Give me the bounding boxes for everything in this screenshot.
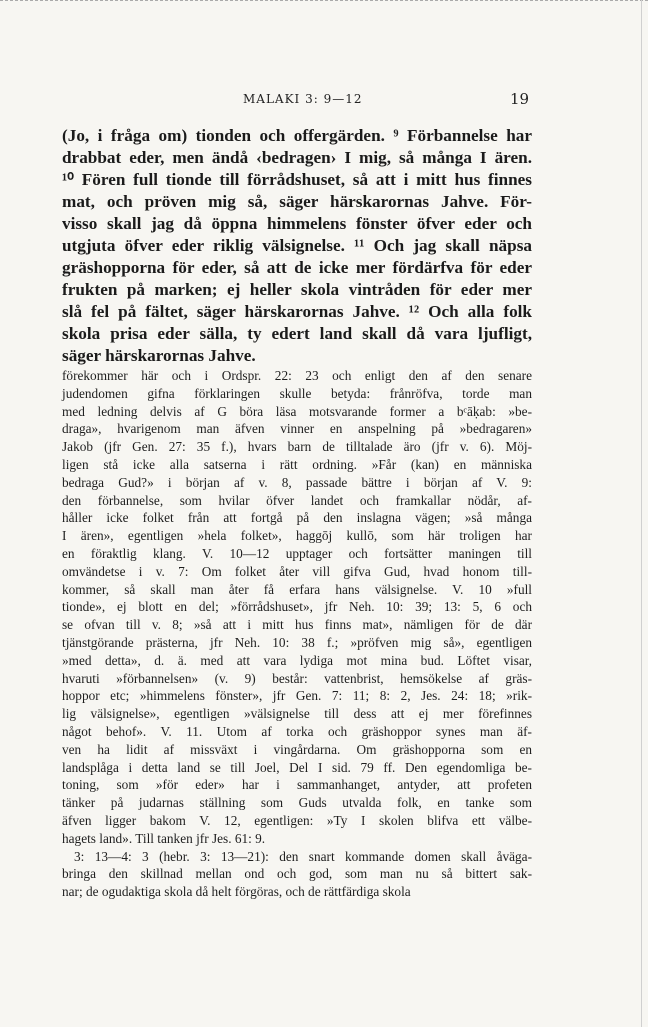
commentary-line: något behof». V. 11. Utom af torka och gräshoppor synes man äf-: [62, 723, 532, 739]
commentary-line: »med detta», d. ä. med att vara lydiga mot mina bud. Löftet visar,: [62, 652, 532, 668]
main-text-line: gräshopporna för eder, så att de icke mer fördärfva för eder: [62, 258, 532, 277]
main-text-line: utgjuta öfver eder riklig välsignelse. ¹¹ Och jag skall näpsa: [62, 236, 532, 255]
commentary-line: 3: 13—4: 3 (hebr. 3: 13—21): den snart kommande domen skall åväga-: [74, 848, 532, 864]
commentary-line: tionde», ej blott en del; »förrådshuset», jfr Neh. 10: 39; 13: 5, 6 och: [62, 599, 532, 615]
commentary-line: hoppor etc; »himmelens fönster», jfr Gen. 7: 11; 8: 2, Jes. 24: 18; »rik-: [62, 688, 532, 704]
commentary-line: en föraktlig klang. V. 10—12 upptager och fortsätter maningen till: [62, 545, 532, 561]
commentary-line: bringa den skillnad mellan ond och god, som man nu så bittert sak-: [62, 866, 532, 882]
commentary-line: bedraga Gud?» i början af v. 8, passade bättre i början af V. 9:: [62, 474, 532, 490]
main-text-line: ¹⁰ Fören full tionde till förrådshuset, så att i mitt hus finnes: [62, 170, 532, 189]
commentary-line: landsplåga i detta land se till Joel, Del I sid. 79 ff. Den egendomliga be-: [62, 759, 532, 775]
commentary-line: judendomen gifna förklaringen skulle betyda: frånröfva, torde man: [62, 385, 532, 401]
commentary-line: tänker på judarnas ställning som Guds utvalda folk, en tanke som: [62, 795, 532, 811]
commentary-line: hagets land». Till tanken jfr Jes. 61: 9.: [62, 830, 266, 846]
commentary-line: kommer, så skall man åter få erfara hans välsignelse. V. 10 »full: [62, 581, 532, 597]
main-text-block: [62, 125, 532, 367]
commentary-line: äfven ligger bakom V. 12, egentligen: »Ty I skolen blifva ett välbe-: [62, 812, 532, 828]
top-edge-rule: [0, 0, 648, 3]
commentary-line: nar; de ogudaktiga skola då helt förgöras, och de rättfärdiga skola: [62, 884, 411, 900]
main-text-line: slå fel på fältet, säger härskarornas Jahve. ¹² Och alla folk: [62, 302, 532, 321]
commentary-line: se ofvan till v. 8; »så att i mitt hus finns mat», nämligen för de där: [62, 617, 532, 633]
commentary-line: den förbannelse, som hvilar öfver landet och framkallar nödår, af-: [62, 492, 532, 508]
main-text-line: drabbat eder, men ändå ‹bedragen› I mig, så många I ären.: [62, 148, 532, 167]
commentary-line: toning, som »för eder» har i sammanhanget, antyder, att profeten: [62, 777, 532, 793]
commentary-line: draga», hvarigenom man äfven vinner en anspelning på »bedragaren»: [62, 421, 532, 437]
main-text-line: visso skall jag då öppna himmelens fönster öfver eder och: [62, 214, 532, 233]
main-text-line: mat, och pröven mig så, säger härskarornas Jahve. För-: [62, 192, 532, 211]
commentary-line: ligen stå icke alla satserna i rätt ordning. »Får (kan) en människa: [62, 456, 532, 472]
main-text-line: säger härskarornas Jahve.: [62, 346, 256, 365]
main-text-line: frukten på marken; ej heller skola vintråden för eder mer: [62, 280, 532, 299]
main-text-line: (Jo, i fråga om) tionden och offergärden. ⁹ Förbannelse har: [62, 126, 532, 145]
right-edge-rule: [641, 0, 642, 1027]
commentary-line: lig välsignelse», egentligen »välsignelse till dess att ej mer förefinnes: [62, 706, 532, 722]
commentary-line: I ären», egentligen »hela folket», haggōj kullō, som här troligen har: [62, 528, 532, 544]
main-text-line: skola prisa eder sälla, ty edert land skall då vara ljufligt,: [62, 324, 532, 343]
commentary-line: Jakob (jfr Gen. 27: 35 f.), hvars barn de tilltalade äro (jfr v. 6). Möj-: [62, 439, 532, 455]
commentary-line: tjänstgörande prästerna, jfr Neh. 10: 38 f.; »pröfven mig så», egentligen: [62, 634, 532, 650]
commentary-line: omvändetse i v. 7: Om folket åter vill gifva Gud, hvad honom till-: [62, 563, 532, 579]
page-number: 19: [510, 90, 530, 108]
commentary-line: med ledning delvis af G böra läsa motsvarande former a bᶜāḳab: »be-: [62, 403, 532, 419]
running-head: MALAKI 3: 9—12: [243, 92, 363, 106]
commentary-line: hvaruti »förbannelsen» (v. 9) består: vattenbrist, hemsökelse af gräs-: [62, 670, 532, 686]
commentary-line: förekommer här och i Ordspr. 22: 23 och enligt den af den senare: [62, 368, 532, 383]
commentary-line: håller icke folket från att fortgå på den inslagna vägen; »så många: [62, 510, 532, 526]
commentary-block: [62, 367, 532, 901]
commentary-line: ven ha lidit af missväxt i vingårdarna. Om gräshopporna som en: [62, 741, 532, 757]
